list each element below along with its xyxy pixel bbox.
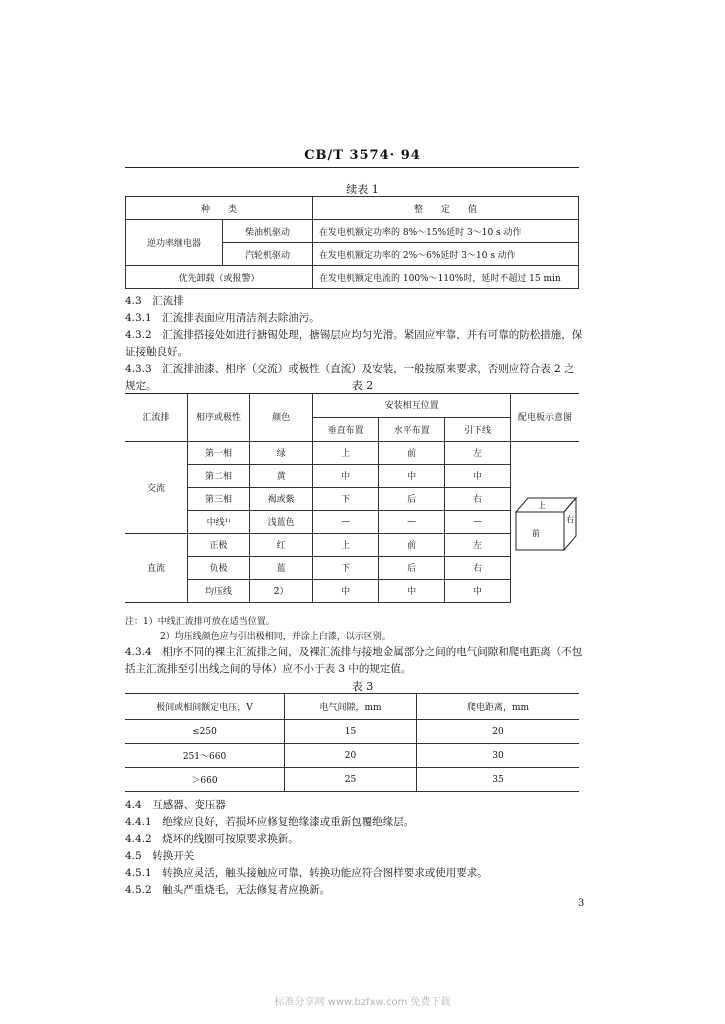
para-4-3-4: 4.3.4 相序不同的裸主汇流排之间，及裸汇流排与接地金属部分之间的电气间隙和爬电距离（不包括主汇流排至引出线之间的导体）应不小于表 3 中的规定值。 (125, 646, 583, 675)
table2-lead: 右 (445, 487, 511, 510)
table2-diagram-cell (511, 441, 580, 602)
table3-caption: 表 3 (351, 680, 374, 693)
table2 (125, 393, 579, 603)
table2-lead: 中 (445, 464, 511, 487)
table3-voltage: ≤250 (125, 720, 285, 744)
diagram-label-right: 右 (566, 514, 574, 524)
table1-group-label: 逆功率继电器 (126, 220, 223, 266)
diagram-right-face (564, 498, 576, 550)
table2-caption: 表 2 (351, 379, 374, 392)
table2-vertical: 中 (313, 464, 379, 487)
para-4-4-1: 4.4.1 绝缘应良好，若损坏应修复绝缘漆或重新包覆绝缘层。 (125, 816, 415, 828)
table2-vertical: — (313, 510, 379, 533)
table-row (125, 393, 579, 417)
table3 (125, 693, 579, 792)
table2-vertical: 上 (313, 533, 379, 556)
section-4-4-title: 4.4 互感器、变压器 (125, 799, 226, 811)
table2-vertical: 中 (313, 579, 379, 602)
diagram-label-front: 前 (532, 528, 540, 538)
table2-head-vertical: 垂直布置 (313, 417, 379, 441)
document-code: CB/T 3574· 94 (304, 148, 421, 163)
table2-dc-label: 直流 (125, 533, 188, 602)
table-row (125, 694, 579, 720)
table2-head-color: 颜色 (250, 393, 313, 441)
table1 (125, 196, 579, 289)
table3-creepage: 20 (417, 720, 580, 744)
table2-horizontal: 中 (379, 579, 445, 602)
page-number: 3 (578, 898, 585, 909)
table2-lead: 右 (445, 556, 511, 579)
table3-clearance: 20 (285, 744, 417, 768)
table-row (125, 744, 579, 768)
diagram-top-face (516, 498, 576, 512)
table2-phase: 第一相 (188, 441, 250, 464)
section-4-5-title: 4.5 转换开关 (125, 850, 195, 862)
header-rule (125, 167, 579, 168)
para-4-5-1: 4.5.1 转换应灵活，触头接触应可靠，转换功能应符合图样要求或使用要求。 (125, 867, 488, 879)
table2-vertical: 下 (313, 556, 379, 579)
table2-horizontal: — (379, 510, 445, 533)
table2-color: 红 (250, 533, 313, 556)
table2-vertical: 下 (313, 487, 379, 510)
table2-head-busbar: 汇流排 (125, 393, 188, 441)
table2-ac-label: 交流 (125, 441, 188, 533)
table1-head-value: 整 定 值 (313, 197, 579, 220)
section-4-3-title: 4.3 汇流排 (125, 295, 184, 307)
table2-phase: 第二相 (188, 464, 250, 487)
table2-horizontal: 前 (379, 533, 445, 556)
table1-sub: 柴油机驱动 (223, 220, 313, 243)
table3-voltage: 251～660 (125, 744, 285, 768)
table1-value: 在发电机额定功率的 2%～6%延时 3～10 s 动作 (313, 243, 579, 266)
para-4-3-2: 4.3.2 汇流排搭接处如进行搪锡处理，搪锡层应均匀光滑。紧固应牢靠，并有可靠的防松措施，保证接触良好。 (125, 329, 583, 358)
table1-last-label: 优先卸载（或报警） (126, 266, 313, 289)
table2-phase: 正极 (188, 533, 250, 556)
para-4-5-2: 4.5.2 触头严重烧毛，无法修复者应换新。 (125, 884, 331, 896)
table3-creepage: 35 (417, 768, 580, 792)
para-4-3-1: 4.3.1 汇流排表面应用清洁剂去除油污。 (125, 312, 320, 324)
table2-color: 浅蓝色 (250, 510, 313, 533)
table-row (125, 441, 579, 464)
table2-head-phase: 相序或极性 (188, 393, 250, 441)
table2-head-lead: 引下线 (445, 417, 511, 441)
table2-horizontal: 前 (379, 441, 445, 464)
table2-head-install: 安装相互位置 (313, 393, 511, 417)
table2-color: 黄 (250, 464, 313, 487)
switchboard-diagram (512, 492, 578, 552)
table2-note-2: 2）均压线颜色应与引出极相同，并涂上白漆，以示区别。 (160, 632, 391, 642)
table2-color: 褐或紫 (250, 487, 313, 510)
table-row (126, 197, 579, 220)
table3-head-clearance: 电气间隙，mm (285, 694, 417, 720)
table2-lead: — (445, 510, 511, 533)
table2-horizontal: 后 (379, 556, 445, 579)
table3-head-voltage: 极间或相间额定电压，V (125, 694, 285, 720)
table1-last-value: 在发电机额定电流的 100%～110%时，延时不超过 15 min (313, 266, 579, 289)
table3-clearance: 25 (285, 768, 417, 792)
table2-lead: 中 (445, 579, 511, 602)
table2-lead: 左 (445, 533, 511, 556)
table2-lead: 左 (445, 441, 511, 464)
table2-phase: 均压线 (188, 579, 250, 602)
table2-head-diagram: 配电板示意图 (511, 393, 580, 441)
table2-color: 绿 (250, 441, 313, 464)
table2-color: 蓝 (250, 556, 313, 579)
table2-color: 2） (250, 579, 313, 602)
para-4-3-3: 4.3.3 汇流排油漆、相序（交流）或极性（直流）及安装，一般按原来要求，否则应符合表 2 之规定。 (125, 363, 575, 392)
diagram-front-face (516, 512, 564, 550)
table2-head-horizontal: 水平布置 (379, 417, 445, 441)
watermark-footer: 标准分享网 www.bzfxw.com 免费下载 (274, 997, 451, 1008)
table2-vertical: 上 (313, 441, 379, 464)
table3-creepage: 30 (417, 744, 580, 768)
table-row (126, 220, 579, 243)
table3-clearance: 15 (285, 720, 417, 744)
table3-head-creepage: 爬电距离，mm (417, 694, 580, 720)
table-row (125, 720, 579, 744)
table2-note-1: 注：1）中线汇流排可放在适当位置。 (125, 617, 275, 627)
table2-horizontal: 后 (379, 487, 445, 510)
table2-phase: 第三相 (188, 487, 250, 510)
table2-horizontal: 中 (379, 464, 445, 487)
table-row (125, 768, 579, 792)
para-4-4-2: 4.4.2 烧坏的线圈可按原要求换新。 (125, 833, 299, 845)
table2-phase: 中线¹⁾ (188, 510, 250, 533)
table-row (126, 266, 579, 289)
table1-caption: 续表 1 (346, 183, 379, 196)
table1-head-kind: 种 类 (126, 197, 313, 220)
diagram-label-top: 上 (538, 500, 546, 510)
table1-sub: 汽轮机驱动 (223, 243, 313, 266)
table2-phase: 负极 (188, 556, 250, 579)
table3-voltage: ＞660 (125, 768, 285, 792)
table1-value: 在发电机额定功率的 8%～15%延时 3～10 s 动作 (313, 220, 579, 243)
